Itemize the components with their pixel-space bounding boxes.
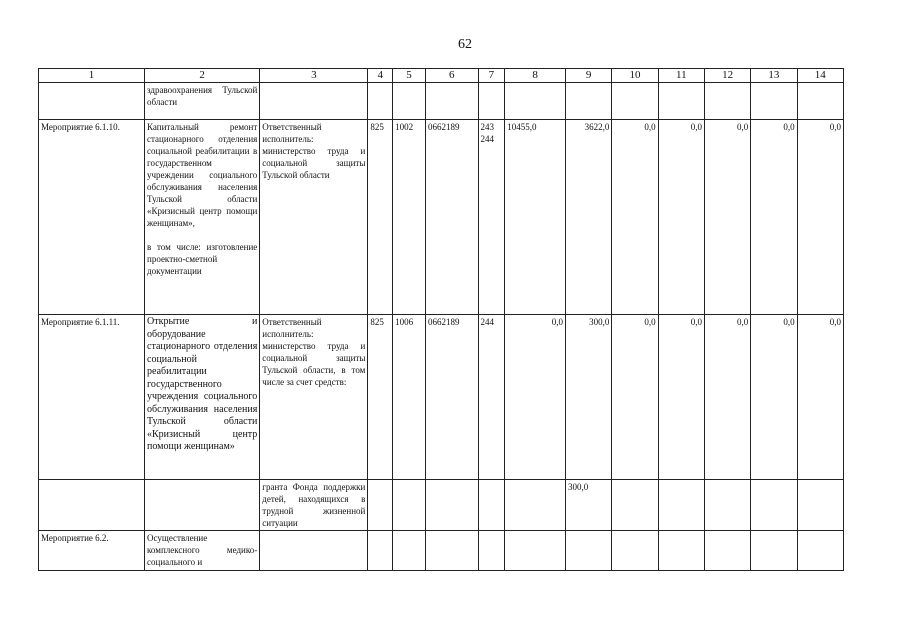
- value-cell: 0,0: [612, 120, 658, 315]
- value-cell: [505, 531, 566, 571]
- value-cell: [566, 531, 612, 571]
- measure-cell: [39, 480, 145, 531]
- value-cell: [505, 83, 566, 120]
- value-cell: [797, 83, 843, 120]
- table-row: [39, 315, 844, 480]
- column-header: 7: [478, 69, 505, 83]
- value-cell: [368, 531, 393, 571]
- measure-name-cell: здравоохранения Тульской области: [145, 83, 260, 120]
- value-cell: 825: [368, 315, 393, 480]
- value-cell: [478, 83, 505, 120]
- value-cell: 0,0: [658, 315, 704, 480]
- column-header: 2: [145, 69, 260, 83]
- value-cell: 0,0: [612, 315, 658, 480]
- value-cell: 0,0: [751, 315, 797, 480]
- column-header: 10: [612, 69, 658, 83]
- value-cell: 300,0: [566, 315, 612, 480]
- column-header: 14: [797, 69, 843, 83]
- value-cell: [612, 480, 658, 531]
- column-header: 6: [426, 69, 479, 83]
- value-cell: 1002: [393, 120, 426, 315]
- value-cell: [704, 480, 750, 531]
- measure-cell: Мероприятие 6.2.: [39, 531, 145, 571]
- column-header: 1: [39, 69, 145, 83]
- value-cell: 243 244: [478, 120, 505, 315]
- column-header: 3: [260, 69, 368, 83]
- value-cell: [704, 83, 750, 120]
- measure-name-cell: [145, 480, 260, 531]
- table-row: [39, 120, 844, 315]
- table-row: [39, 531, 844, 571]
- value-cell: 0,0: [505, 315, 566, 480]
- value-cell: [704, 531, 750, 571]
- value-cell: [505, 480, 566, 531]
- measure-name: Капитальный ремонт стационарного отделения социальной реабилитации в государственном учреждении социального обслуживания населения Тульской области «Кризисный центр помощи женщинам»,: [147, 122, 258, 228]
- executor-cell: [260, 83, 368, 120]
- value-cell: 0,0: [658, 120, 704, 315]
- measure-name-sub: в том числе: изготовление проектно-сметной документации: [147, 242, 258, 276]
- executor-cell: гранта Фонда поддержки детей, находящихся в трудной жизненной ситуации: [260, 480, 368, 531]
- column-header: 13: [751, 69, 797, 83]
- column-header: 12: [704, 69, 750, 83]
- value-cell: 10455,0: [505, 120, 566, 315]
- value-cell: 300,0: [566, 480, 612, 531]
- value-cell: [426, 531, 479, 571]
- value-cell: [658, 531, 704, 571]
- value-cell: [751, 480, 797, 531]
- value-cell: [751, 83, 797, 120]
- table-row: [39, 480, 844, 531]
- value-cell: [478, 531, 505, 571]
- value-cell: [751, 531, 797, 571]
- value-cell: [566, 83, 612, 120]
- measure-name-cell: Осуществление комплексного медико-социального и: [145, 531, 260, 571]
- column-header: 8: [505, 69, 566, 83]
- value-cell: [426, 83, 479, 120]
- value-cell: 0,0: [704, 315, 750, 480]
- value-cell: [797, 480, 843, 531]
- value-cell: [393, 531, 426, 571]
- value-cell: [393, 480, 426, 531]
- value-cell: [368, 480, 393, 531]
- value-cell: [426, 480, 479, 531]
- executor-cell: Ответственный исполнитель: министерство труда и социальной защиты Тульской области, в том числе за счет средств:: [260, 315, 368, 480]
- table-row: [39, 83, 844, 120]
- value-cell: 0,0: [797, 120, 843, 315]
- measure-name-cell: [145, 120, 260, 315]
- value-cell: 0,0: [751, 120, 797, 315]
- executor-cell: [260, 531, 368, 571]
- value-cell: [658, 83, 704, 120]
- column-number-row: [39, 69, 844, 83]
- column-header: 11: [658, 69, 704, 83]
- value-cell: 0,0: [704, 120, 750, 315]
- value-cell: 825: [368, 120, 393, 315]
- value-cell: [612, 83, 658, 120]
- measure-cell: Мероприятие 6.1.10.: [39, 120, 145, 315]
- column-header: 9: [566, 69, 612, 83]
- measure-name-cell: Открытие и оборудование стационарного отделения социальной реабилитации государственного учреждения социального обслуживания населения Тульской области «Кризисный центр помощи женщинам»: [145, 315, 260, 480]
- value-cell: [612, 531, 658, 571]
- value-cell: [478, 480, 505, 531]
- value-cell: 0662189: [426, 315, 479, 480]
- page-number: 62: [458, 37, 472, 52]
- value-cell: [368, 83, 393, 120]
- executor-cell: Ответственный исполнитель: министерство труда и социальной защиты Тульской области: [260, 120, 368, 315]
- value-cell: 3622,0: [566, 120, 612, 315]
- value-cell: [393, 83, 426, 120]
- program-measures-table: [38, 68, 844, 571]
- value-cell: [797, 531, 843, 571]
- column-header: 4: [368, 69, 393, 83]
- column-header: 5: [393, 69, 426, 83]
- measure-cell: [39, 83, 145, 120]
- value-cell: 1006: [393, 315, 426, 480]
- value-cell: [658, 480, 704, 531]
- value-cell: 244: [478, 315, 505, 480]
- measure-cell: Мероприятие 6.1.11.: [39, 315, 145, 480]
- value-cell: 0,0: [797, 315, 843, 480]
- value-cell: 0662189: [426, 120, 479, 315]
